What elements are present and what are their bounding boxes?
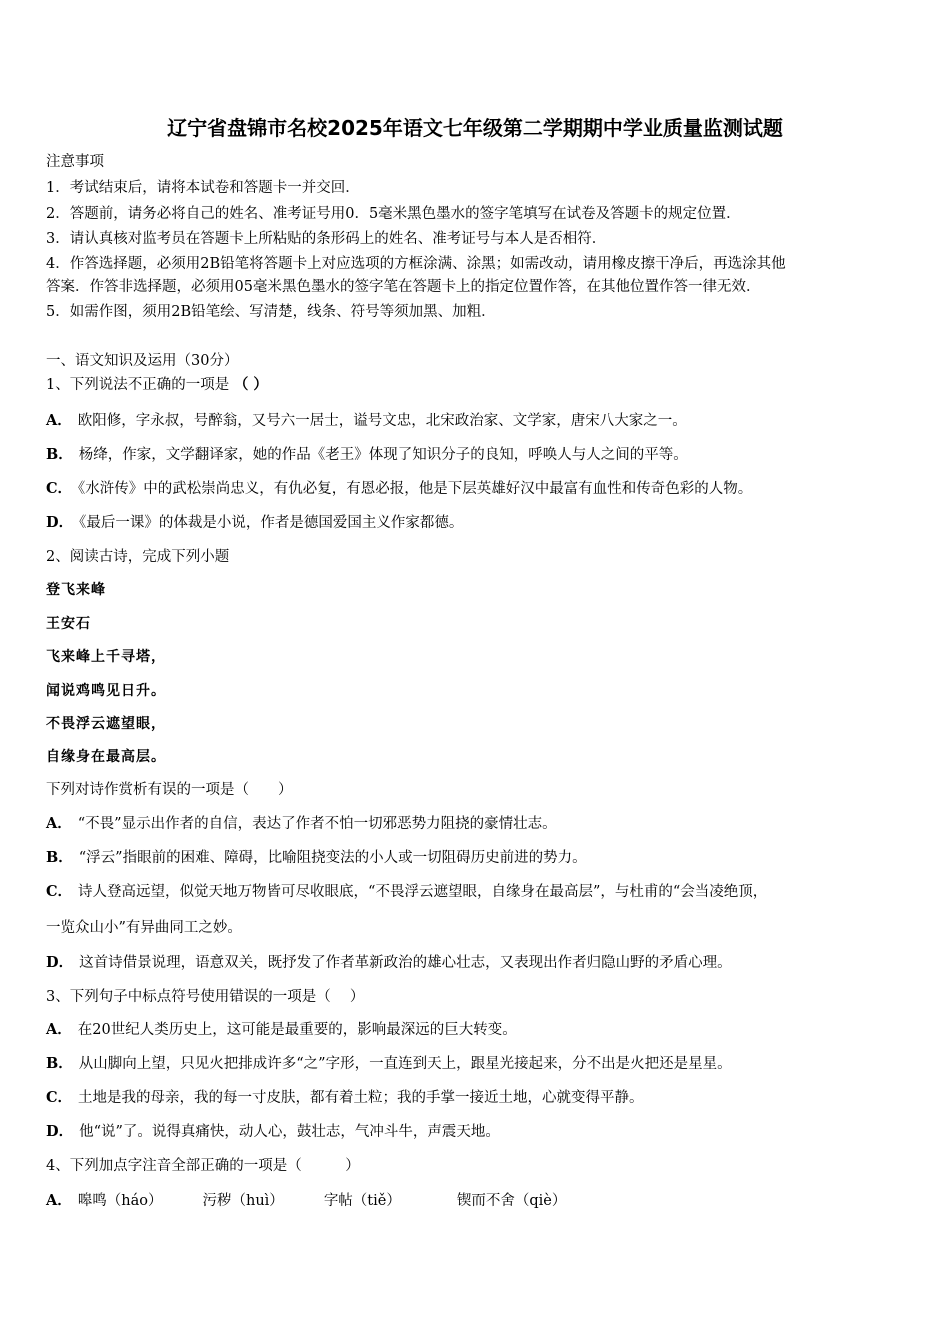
option-text: 杨绛，作家，文学翻译家，她的作品《老王》体现了知识分子的良知，呼唤人与人之间的平等。 <box>78 447 688 463</box>
option-a <box>46 411 687 431</box>
option-text: 土地是我的母亲，我的每一寸皮肤，都有着土粒；我的手掌一接近土地，心就变得平静。 <box>78 1090 644 1106</box>
question-1-stem <box>46 375 268 395</box>
poem-line: 闻说鸡鸣见日升。 <box>46 683 166 699</box>
option-a <box>46 1191 566 1211</box>
option-text: 这首诗借景说理，语意双关，既抒发了作者革新政治的雄心壮志，又表现出作者归隐山野的矛盾心理。 <box>79 955 732 971</box>
option-item: 锲而不舍（qiè） <box>456 1193 567 1209</box>
option-text: “不畏”显示出作者的自信，表达了作者不怕一切邪恶势力阻挠的豪情壮志。 <box>77 816 557 832</box>
option-label: A． <box>46 815 72 832</box>
option-text: 《水浒传》中的武松崇尚忠义，有仇必复，有恩必报，他是下层英雄好汉中最富有血性和传奇色彩的人物。 <box>78 481 753 497</box>
option-c <box>46 1088 644 1108</box>
question-stem-text: 1、下列说法不正确的一项是 <box>46 377 230 393</box>
option-label: D． <box>46 954 74 971</box>
option-label: B． <box>46 446 73 463</box>
notice-item: 1．考试结束后，请将本试卷和答题卡一并交回． <box>46 180 360 196</box>
poem-author: 王安石 <box>46 616 91 632</box>
option-label: A． <box>46 412 72 429</box>
option-text: 《最后一课》的体裁是小说，作者是德国爱国主义作家都德。 <box>79 515 464 531</box>
option-label: A． <box>46 1192 72 1209</box>
poem-line: 不畏浮云遮望眼， <box>46 716 166 732</box>
option-a <box>46 1020 517 1040</box>
sub-question-stem: 下列对诗作赏析有误的一项是（ ） <box>46 782 293 798</box>
option-c-continued <box>46 918 242 938</box>
question-2-stem: 2、阅读古诗，完成下列小题 <box>46 549 230 565</box>
option-item: 污秽（huì） <box>202 1193 284 1209</box>
notice-item: 3．请认真核对监考员在答题卡上所粘贴的条形码上的姓名、准考证号与本人是否相符． <box>46 231 607 247</box>
option-c <box>46 882 767 902</box>
option-text: 在20世纪人类历史上，这可能是最重要的，影响最深远的巨大转变。 <box>77 1022 517 1038</box>
option-label: C． <box>46 1089 73 1106</box>
option-item: 嗥鸣（háo） <box>77 1193 163 1209</box>
answer-paren: （ ） <box>233 376 268 393</box>
option-label: D． <box>46 514 74 531</box>
question-4-stem: 4、下列加点字注音全部正确的一项是（ ） <box>46 1158 360 1174</box>
option-text: 他“说”了。说得真痛快，动人心，鼓壮志，气冲斗牛，声震天地。 <box>79 1124 500 1140</box>
option-label: B． <box>46 849 73 866</box>
option-d <box>46 1122 500 1142</box>
option-label: D． <box>46 1123 74 1140</box>
page-title: 辽宁省盘锦市名校2025年语文七年级第二学期期中学业质量监测试题 <box>167 116 783 140</box>
option-b <box>46 445 688 465</box>
option-label: A． <box>46 1021 72 1038</box>
poem-line: 自缘身在最高层。 <box>46 749 166 765</box>
notice-item: 5．如需作图，须用2B铅笔绘、写清楚，线条、符号等须加黑、加粗． <box>46 304 496 320</box>
option-label: B． <box>46 1055 73 1072</box>
option-a <box>46 814 557 834</box>
option-text: 一览众山小”有异曲同工之妙。 <box>46 920 242 936</box>
option-d <box>46 513 463 533</box>
option-b <box>46 1054 732 1074</box>
poem-line: 飞来峰上千寻塔， <box>46 649 166 665</box>
poem-title: 登飞来峰 <box>46 582 106 598</box>
notice-heading: 注意事项 <box>46 154 104 170</box>
notice-item: 2．答题前，请务必将自己的姓名、准考证号用0．5毫米黑色墨水的签字笔填写在试卷及答题卡的规定位置． <box>46 206 741 222</box>
notice-item: 答案．作答非选择题，必须用05毫米黑色墨水的签字笔在答题卡上的指定位置作答，在其他位置作答一律无效． <box>46 279 761 295</box>
option-text: 从山脚向上望，只见火把排成许多“之”字形，一直连到天上，跟星光接起来，分不出是火把还是星星。 <box>78 1056 732 1072</box>
option-c <box>46 479 752 499</box>
notice-item: 4．作答选择题，必须用2B铅笔将答题卡上对应选项的方框涂满、涂黑；如需改动，请用橡皮擦干净后，再选涂其他 <box>46 256 786 272</box>
section-heading: 一、语文知识及运用（30分） <box>46 353 239 369</box>
option-item: 字帖（tiě） <box>323 1193 401 1209</box>
option-b <box>46 848 587 868</box>
option-text: 诗人登高远望，似觉天地万物皆可尽收眼底，“不畏浮云遮望眼，自缘身在最高层”，与杜甫的“会当凌绝顶， <box>78 884 768 900</box>
option-label: C． <box>46 883 73 900</box>
option-d <box>46 953 732 973</box>
option-text: “浮云”指眼前的困难、障碍，比喻阻挠变法的小人或一切阻碍历史前进的势力。 <box>78 850 587 866</box>
option-text: 欧阳修，字永叔，号醉翁，又号六一居士，谥号文忠，北宋政治家、文学家，唐宋八大家之一。 <box>77 413 687 429</box>
question-3-stem: 3、下列句子中标点符号使用错误的一项是（ ） <box>46 989 365 1005</box>
option-label: C． <box>46 480 73 497</box>
